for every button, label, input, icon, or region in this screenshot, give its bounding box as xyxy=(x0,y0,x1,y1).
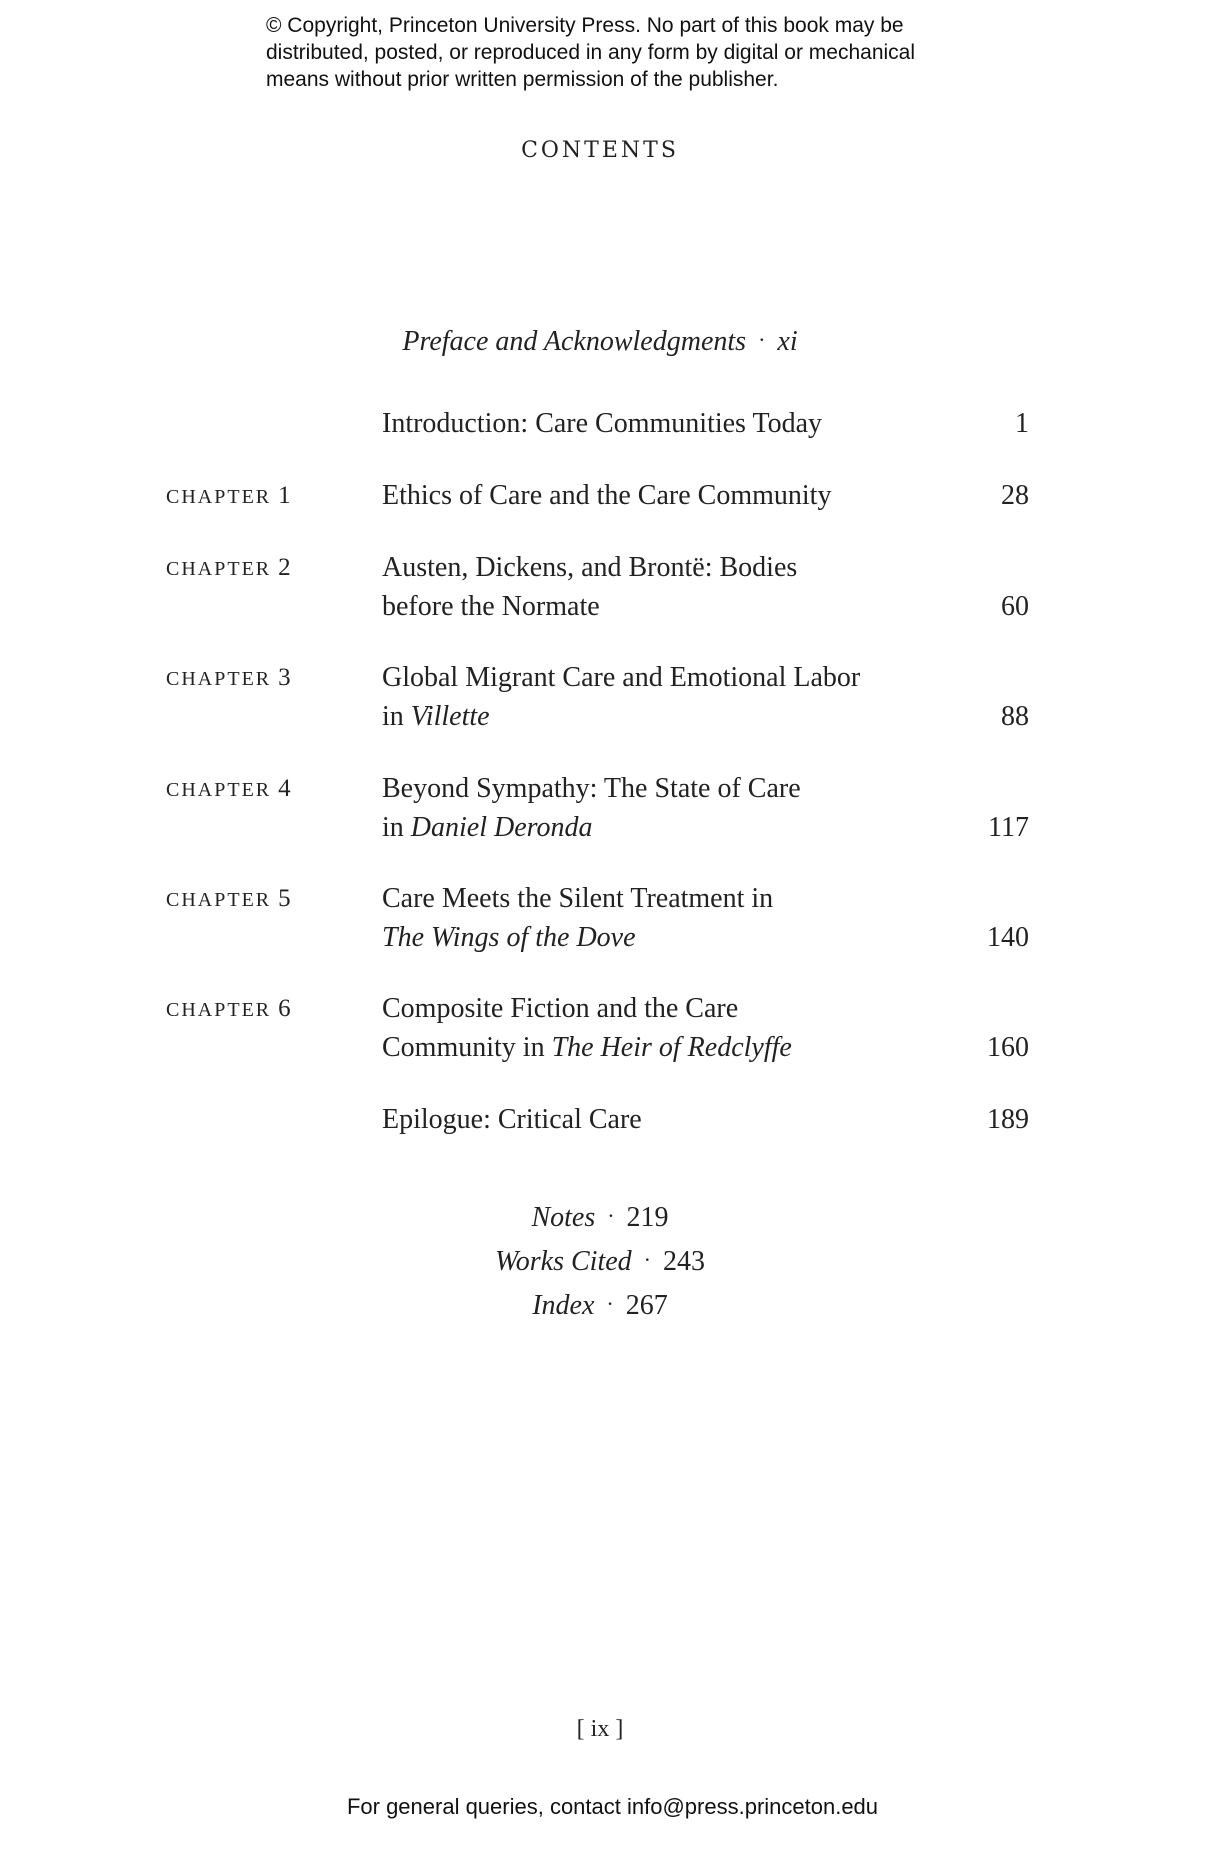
preface-title: Preface and Acknowledgments xyxy=(402,326,747,357)
entry-title-italic: The Wings of the Dove xyxy=(382,922,636,953)
chapter-number: 3 xyxy=(278,664,291,691)
chapter-label xyxy=(166,769,291,810)
back-matter-title: Notes xyxy=(531,1202,596,1233)
chapter-word: CHAPTER xyxy=(166,558,272,580)
entry-title-line: Introduction: Care Communities Today xyxy=(382,408,823,439)
separator-dot: · xyxy=(758,327,766,352)
chapter-label xyxy=(166,548,291,589)
toc-entry-chapter-6 xyxy=(382,989,792,1067)
page-folio: [ ix ] xyxy=(576,1716,624,1742)
separator-dot: · xyxy=(606,1291,614,1316)
toc-entry-chapter-5 xyxy=(382,879,773,957)
chapter-word: CHAPTER xyxy=(166,889,272,911)
toc-entry-chapter-1 xyxy=(382,476,831,515)
copyright-line: © Copyright, Princeton University Press. No part of this book may be xyxy=(266,14,904,37)
chapter-number: 5 xyxy=(278,885,291,912)
entry-title-line-2 xyxy=(382,808,801,847)
entry-title-line-2 xyxy=(382,1028,792,1067)
toc-entry-epilogue xyxy=(382,1100,642,1139)
chapter-label xyxy=(166,476,291,517)
copyright-line: means without prior written permission of the publisher. xyxy=(266,68,779,91)
preface-page: xi xyxy=(777,326,798,357)
separator-dot: · xyxy=(643,1247,651,1272)
back-matter-index xyxy=(0,1290,1200,1322)
chapter-label xyxy=(166,879,291,920)
preface-entry xyxy=(0,326,1200,358)
entry-title-italic: The Heir of Redclyffe xyxy=(551,1032,792,1063)
chapter-label xyxy=(166,658,291,699)
chapter-word: CHAPTER xyxy=(166,999,272,1021)
entry-title-plain: in xyxy=(382,812,411,843)
contact-footer: For general queries, contact info@press.princeton.edu xyxy=(346,1794,879,1819)
entry-title-line-2 xyxy=(382,697,860,736)
back-matter-page: 219 xyxy=(626,1202,669,1233)
entry-title-line: Ethics of Care and the Care Community xyxy=(382,480,832,511)
entry-title-line: Austen, Dickens, and Brontë: Bodies xyxy=(382,552,798,583)
entry-title-line: Beyond Sympathy: The State of Care xyxy=(382,773,801,804)
entry-title-line: Composite Fiction and the Care xyxy=(382,993,739,1024)
toc-entry-chapter-4 xyxy=(382,769,801,847)
entry-page-number: 88 xyxy=(1001,701,1029,732)
chapter-label xyxy=(166,989,291,1030)
entry-page-number: 60 xyxy=(1001,591,1029,622)
chapter-word: CHAPTER xyxy=(166,779,272,801)
entry-title-plain: before the Normate xyxy=(382,591,600,622)
entry-title-plain: in xyxy=(382,701,411,732)
back-matter-page: 267 xyxy=(625,1290,668,1321)
toc-entry-chapter-3 xyxy=(382,658,860,736)
chapter-word: CHAPTER xyxy=(166,486,272,508)
entry-title-line-2 xyxy=(382,918,773,957)
entry-title-line: Care Meets the Silent Treatment in xyxy=(382,883,774,914)
chapter-number: 6 xyxy=(278,995,291,1022)
entry-title-line-2 xyxy=(382,587,797,626)
chapter-number: 4 xyxy=(278,775,291,802)
contents-heading: CONTENTS xyxy=(521,138,679,163)
copyright-line: distributed, posted, or reproduced in any form by digital or mechanical xyxy=(266,41,916,64)
copyright-notice xyxy=(266,12,1006,93)
separator-dot: · xyxy=(607,1203,615,1228)
chapter-number: 2 xyxy=(278,554,291,581)
toc-entry-introduction xyxy=(382,404,822,443)
entry-page-number: 140 xyxy=(987,922,1029,953)
back-matter-title: Works Cited xyxy=(495,1246,632,1277)
entry-page-number: 189 xyxy=(987,1104,1029,1135)
toc-entry-chapter-2 xyxy=(382,548,797,626)
entry-title-italic: Villette xyxy=(410,701,490,732)
back-matter-works-cited xyxy=(0,1246,1200,1278)
back-matter-title: Index xyxy=(532,1290,595,1321)
entry-title-italic: Daniel Deronda xyxy=(410,812,593,843)
entry-page-number: 117 xyxy=(988,812,1029,843)
chapter-word: CHAPTER xyxy=(166,668,272,690)
entry-title-line: Global Migrant Care and Emotional Labor xyxy=(382,662,861,693)
back-matter-page: 243 xyxy=(662,1246,705,1277)
chapter-number: 1 xyxy=(278,482,291,509)
entry-page-number: 28 xyxy=(1001,480,1029,511)
entry-title-plain: Community in xyxy=(382,1032,552,1063)
entry-page-number: 1 xyxy=(1015,408,1029,439)
entry-title-line: Epilogue: Critical Care xyxy=(382,1104,642,1135)
back-matter-notes xyxy=(0,1202,1200,1234)
entry-page-number: 160 xyxy=(987,1032,1029,1063)
